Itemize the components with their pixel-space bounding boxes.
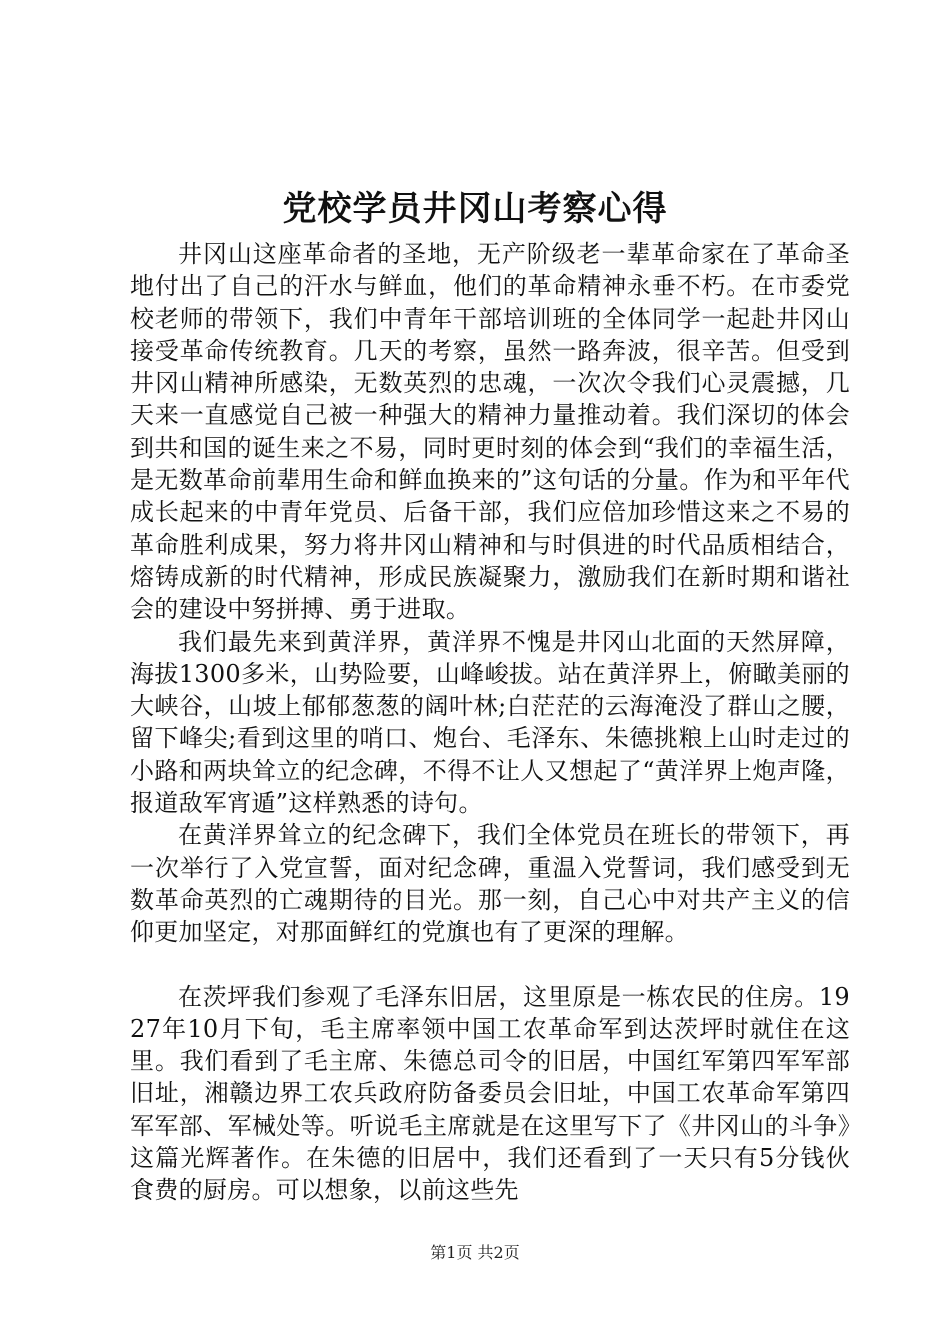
paragraph-oath: 在黄洋界耸立的纪念碑下，我们全体党员在班长的带领下，再一次举行了入党宣誓，面对纪念碑，重温入党誓词，我们感受到无数革命英烈的亡魂期待的目光。那一刻，自己心中对共产主义的信仰更加坚定，对那面鲜红的党旗也有了更深的理解。 [130,821,850,947]
paragraph-intro: 井冈山这座革命者的圣地，无产阶级老一辈革命家在了革命圣地付出了自己的汗水与鲜血，他们的革命精神永垂不朽。在市委党校老师的带领下，我们中青年干部培训班的全体同学一起赴井冈山接受革命传统教育。几天的考察，虽然一路奔波，很辛苦。但受到井冈山精神所感染，无数英烈的忠魂，一次次令我们心灵震撼，几天来一直感觉自己被一种强大的精神力量推动着。我们深切的体会到共和国的诞生来之不易，同时更时刻的体会到“我们的幸福生活，是无数革命前辈用生命和鲜血换来的”这句话的分量。作为和平年代成长起来的中青年党员、后备干部，我们应倍加珍惜这来之不易的革命胜利成果，努力将井冈山精神和与时俱进的时代品质相结合，熔铸成新的时代精神，形成民族凝聚力，激励我们在新时期和谐社会的建设中努拼搏、勇于进取。 [130,240,850,624]
page-footer: 第1页 共2页 [430,1243,520,1262]
paragraph-huangyangjie: 我们最先来到黄洋界，黄洋界不愧是井冈山北面的天然屏障，海拔1300多米，山势险要，山峰峻拔。站在黄洋界上，俯瞰美丽的大峡谷，山坡上郁郁葱葱的阔叶林;白茫茫的云海淹没了群山之腰，留下峰尖;看到这里的哨口、炮台、毛泽东、朱德挑粮上山时走过的小路和两块耸立的纪念碑，不得不让人又想起了“黄洋界上炮声隆，报道敌军宵遁”这样熟悉的诗句。 [130,627,850,818]
paragraph-ciping: 在茨坪我们参观了毛泽东旧居，这里原是一栋农民的住房。1927年10月下旬，毛主席率领中国工农革命军到达茨坪时就住在这里。我们看到了毛主席、朱德总司令的旧居，中国红军第四军军部旧址，湘赣边界工农兵政府防备委员会旧址，中国工农革命军第四军军部、军械处等。听说毛主席就是在这里写下了《井冈山的斗争》这篇光辉著作。在朱德的旧居中，我们还看到了一天只有5分钱伙食费的厨房。可以想象，以前这些先 [130,982,850,1205]
document-title: 党校学员井冈山考察心得 [282,189,668,229]
document-body [130,238,850,1207]
